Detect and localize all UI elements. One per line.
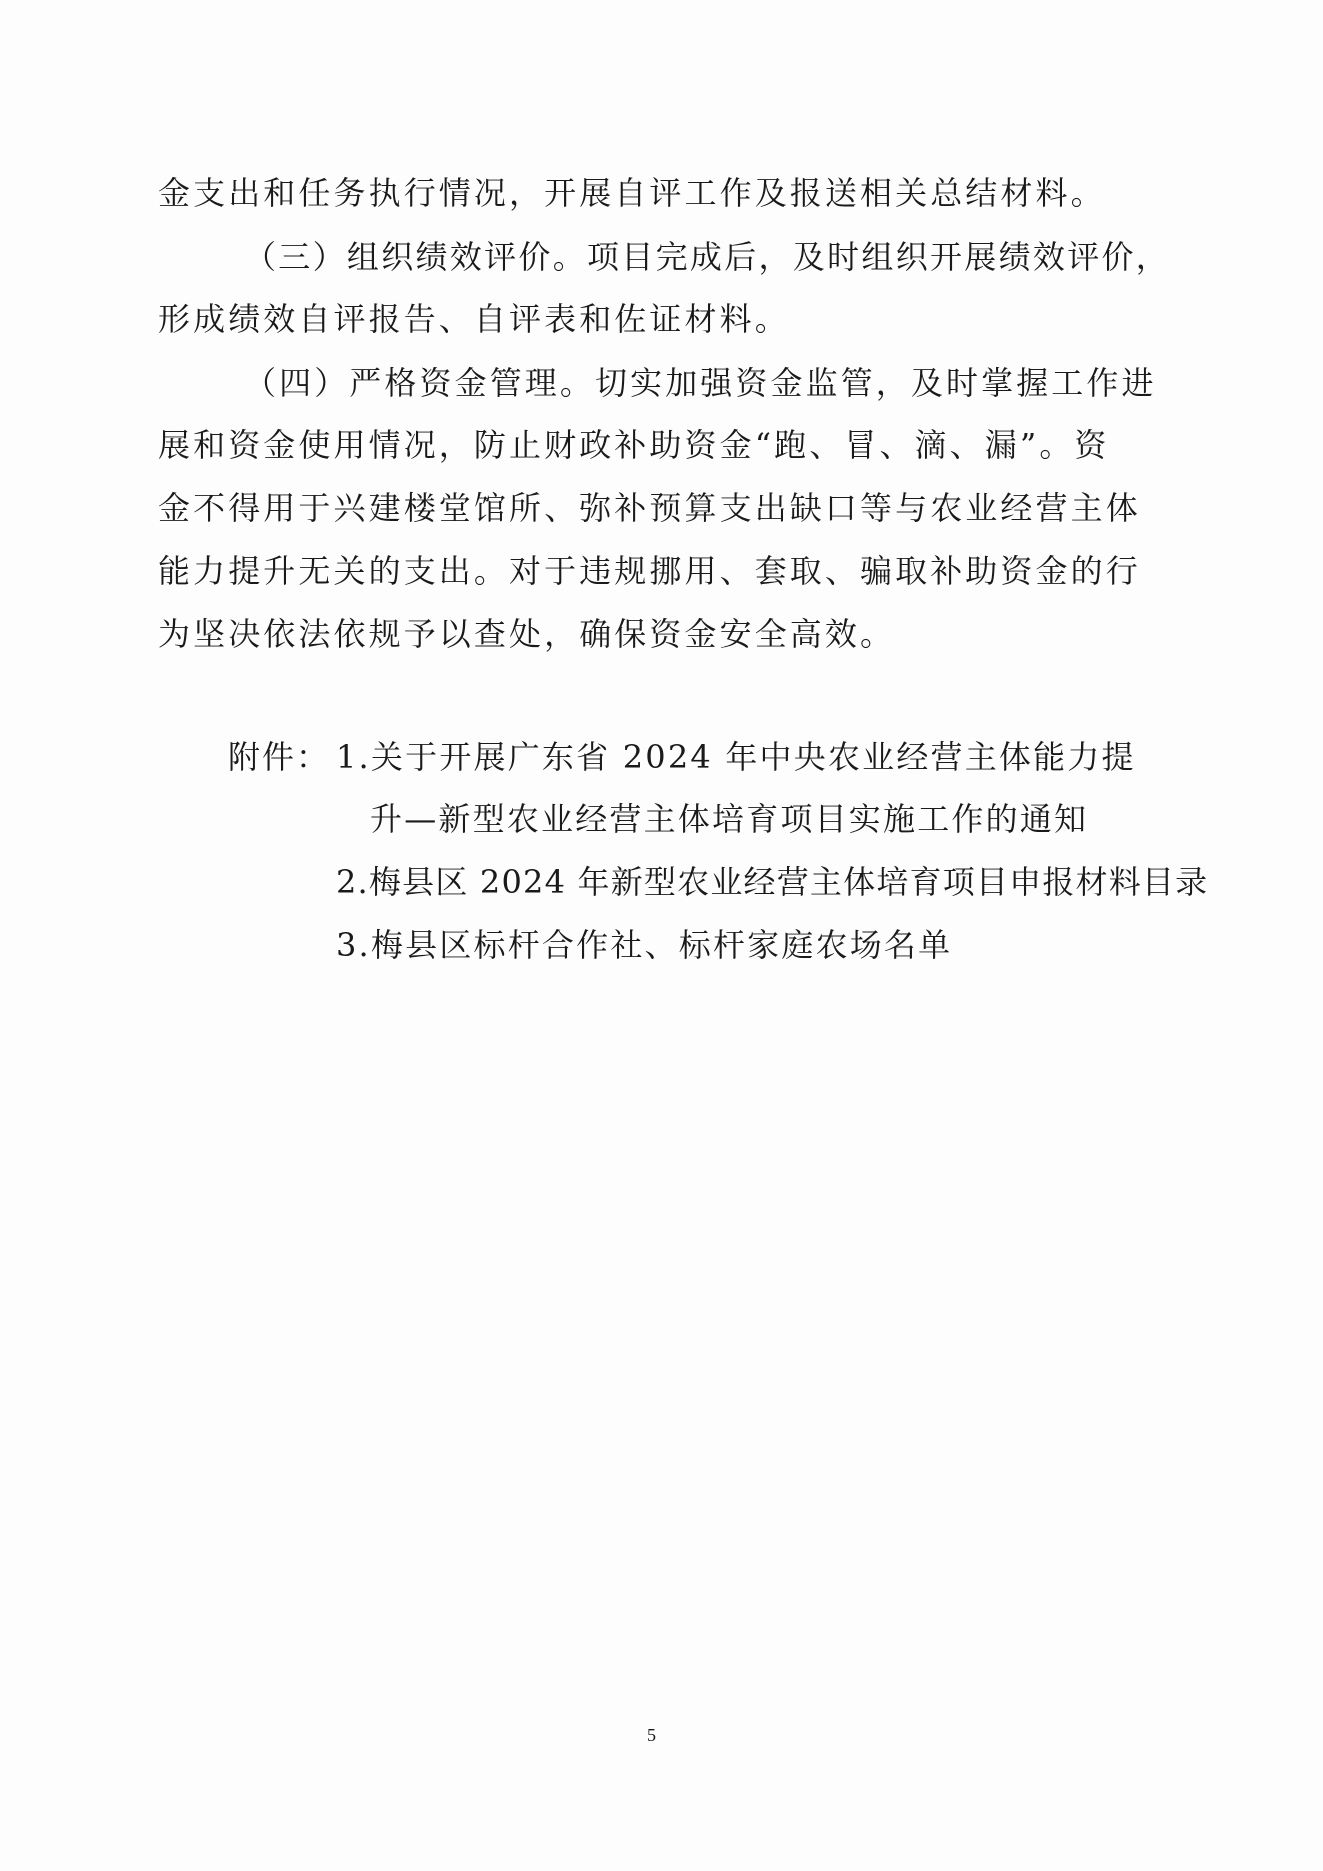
body-line-6: 金不得用于兴建楼堂馆所、弥补预算支出缺口等与农业经营主体: [158, 489, 1141, 527]
attachment-item-2: 2.梅县区 2024 年新型农业经营主体培育项目申报材料目录: [336, 863, 1209, 901]
attachment-item-1: 1.关于开展广东省 2024 年中央农业经营主体能力提: [336, 738, 1136, 776]
body-line-8: 为坚决依法依规予以查处，确保资金安全高效。: [158, 615, 896, 653]
body-line-3: 形成绩效自评报告、自评表和佐证材料。: [158, 300, 790, 338]
body-line-5: 展和资金使用情况，防止财政补助资金“跑、冒、滴、漏”。资: [158, 426, 1110, 464]
attachments-label: 附件：: [228, 738, 331, 776]
attachment-item-3: 3.梅县区标杆合作社、标杆家庭农场名单: [336, 926, 953, 964]
body-line-4: （四）严格资金管理。切实加强资金监管，及时掌握工作进: [244, 364, 1157, 402]
body-line-2: （三）组织绩效评价。项目完成后，及时组织开展绩效评价，: [244, 238, 1171, 276]
attachment-item-1-continued: 升—新型农业经营主体培育项目实施工作的通知: [370, 800, 1089, 838]
body-line-7: 能力提升无关的支出。对于违规挪用、套取、骗取补助资金的行: [158, 552, 1141, 590]
body-line-1: 金支出和任务执行情况，开展自评工作及报送相关总结材料。: [158, 174, 1106, 212]
page-number: 5: [647, 1725, 656, 1745]
